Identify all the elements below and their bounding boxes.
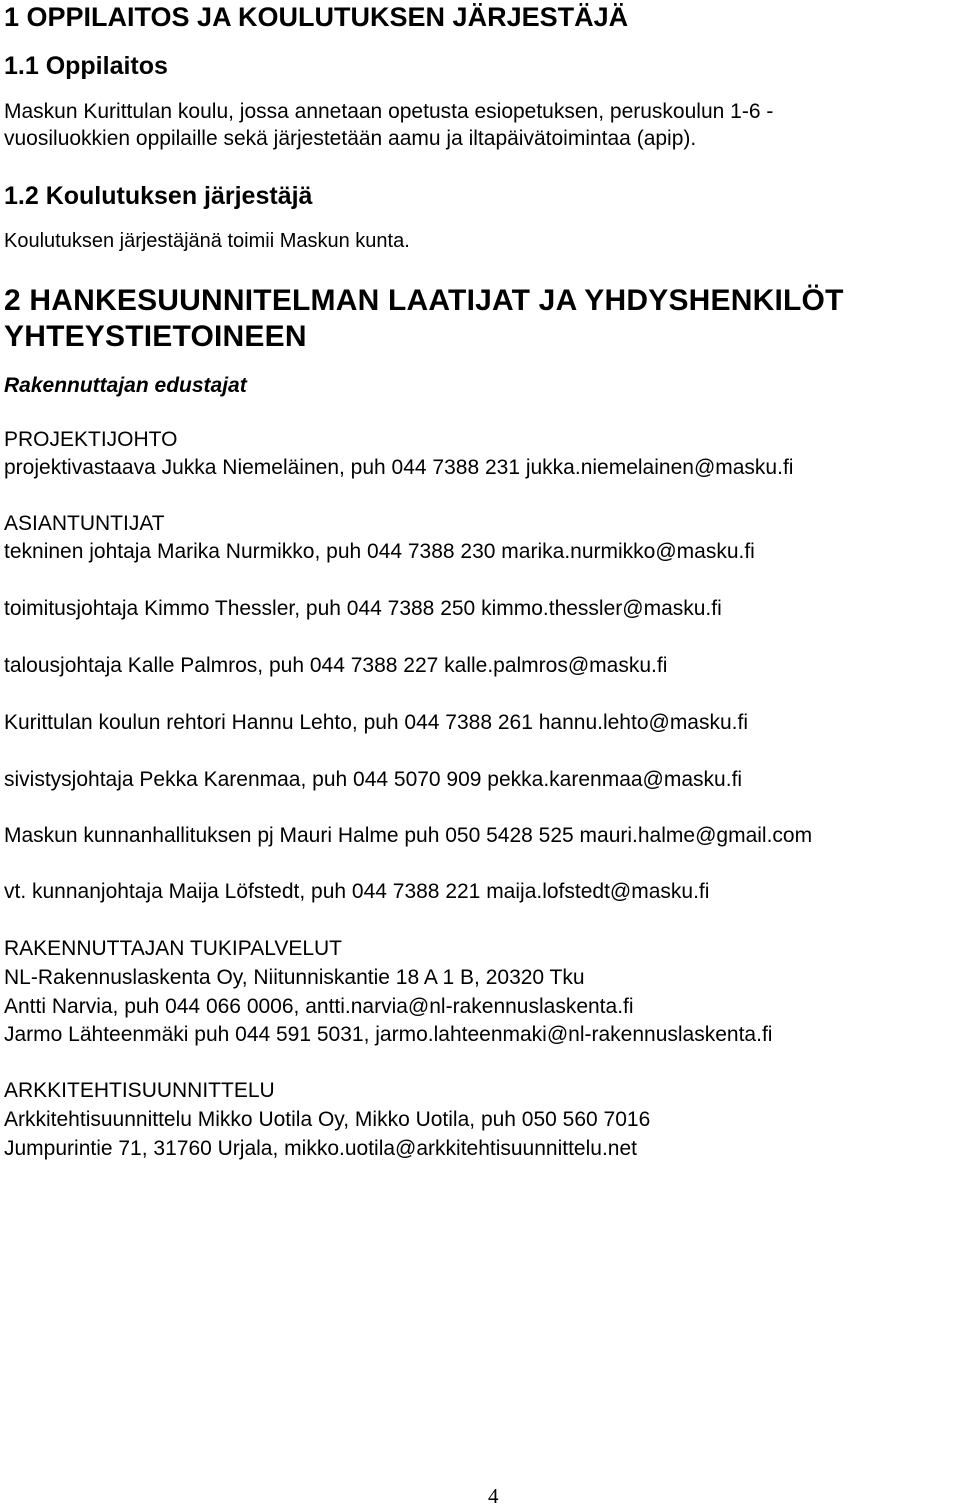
subsection-1-2-heading: 1.2 Koulutuksen järjestäjä: [4, 182, 313, 210]
contact-line: vt. kunnanjohtaja Maija Löfstedt, puh 044 7388 221 maija.lofstedt@masku.fi: [4, 880, 710, 903]
contact-line: Maskun kunnanhallituksen pj Mauri Halme puh 050 5428 525 mauri.halme@gmail.com: [4, 824, 813, 847]
page-number: 4: [488, 1484, 499, 1508]
contact-line: Jumpurintie 71, 31760 Urjala, mikko.uotila@arkkitehtisuunnittelu.net: [4, 1137, 637, 1160]
contact-line: sivistysjohtaja Pekka Karenmaa, puh 044 5070 909 pekka.karenmaa@masku.fi: [4, 768, 743, 791]
section-2-heading-line-1: 2 HANKESUUNNITELMAN LAATIJAT JA YHDYSHENKILÖT: [4, 284, 844, 317]
paragraph-line: vuosiluokkien oppilaille sekä järjestetään aamu ja iltapäivätoimintaa (apip).: [4, 127, 697, 150]
paragraph-line: Koulutuksen järjestäjänä toimii Maskun kunta.: [4, 230, 410, 252]
subsection-1-1-heading: 1.1 Oppilaitos: [4, 52, 168, 80]
section-2-heading-line-2: YHTEYSTIETOINEEN: [4, 320, 307, 353]
contact-line: Arkkitehtisuunnittelu Mikko Uotila Oy, Mikko Uotila, puh 050 560 7016: [4, 1108, 651, 1131]
contact-line: tekninen johtaja Marika Nurmikko, puh 044 7388 230 marika.nurmikko@masku.fi: [4, 540, 755, 563]
label-tukipalvelut: RAKENNUTTAJAN TUKIPALVELUT: [4, 937, 343, 960]
label-asiantuntijat: ASIANTUNTIJAT: [4, 512, 165, 535]
subheading-rakennuttajan-edustajat: Rakennuttajan edustajat: [4, 374, 247, 397]
label-projektijohto: PROJEKTIJOHTO: [4, 428, 178, 451]
contact-line: talousjohtaja Kalle Palmros, puh 044 7388 227 kalle.palmros@masku.fi: [4, 654, 668, 677]
paragraph-line: Maskun Kurittulan koulu, jossa annetaan opetusta esiopetuksen, peruskoulun 1-6 -: [4, 100, 774, 123]
contact-line: Kurittulan koulun rehtori Hannu Lehto, puh 044 7388 261 hannu.lehto@masku.fi: [4, 711, 749, 734]
contact-line: Jarmo Lähteenmäki puh 044 591 5031, jarmo.lahteenmaki@nl-rakennuslaskenta.fi: [4, 1023, 773, 1046]
contact-line: NL-Rakennuslaskenta Oy, Niitunniskantie 18 A 1 B, 20320 Tku: [4, 966, 585, 989]
section-1-heading: 1 OPPILAITOS JA KOULUTUKSEN JÄRJESTÄJÄ: [4, 2, 629, 32]
label-arkkitehtisuunnittelu: ARKKITEHTISUUNNITTELU: [4, 1079, 275, 1102]
contact-line: projektivastaava Jukka Niemeläinen, puh 044 7388 231 jukka.niemelainen@masku.fi: [4, 456, 794, 479]
contact-line: toimitusjohtaja Kimmo Thessler, puh 044 7388 250 kimmo.thessler@masku.fi: [4, 597, 722, 620]
contact-line: Antti Narvia, puh 044 066 0006, antti.narvia@nl-rakennuslaskenta.fi: [4, 995, 634, 1018]
